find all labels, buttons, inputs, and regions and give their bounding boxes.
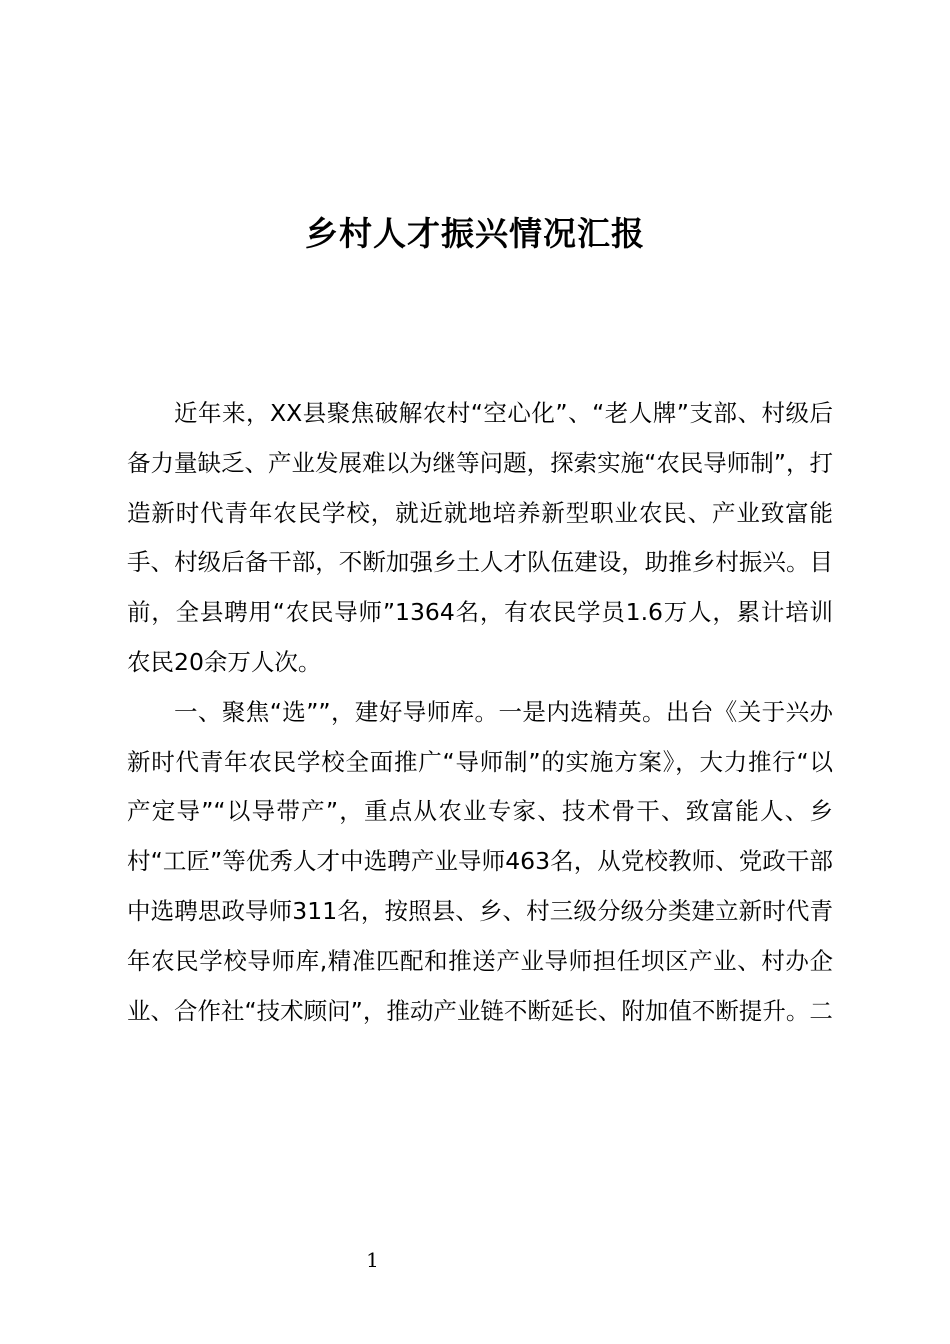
- document-body: [127, 389, 833, 1036]
- paragraph-section-one: 一、聚焦“选””，建好导师库。一是内选精英。出台《关于兴办新时代青年农民学校全面推广“导师制”的实施方案》，大力推行“以产定导”“以导带产”，重点从农业专家、技术骨干、致富能人、乡村“工匠”等优秀人才中选聘产业导师463名，从党校教师、党政干部中选聘思政导师311名，按照县、乡、村三级分级分类建立新时代青年农民学校导师库,精准匹配和推送产业导师担任坝区产业、村办企业、合作社“技术顾问”，推动产业链不断延长、附加值不断提升。二: [127, 697, 833, 1025]
- document-title: 乡村人才振兴情况汇报: [305, 214, 645, 253]
- paragraph-intro: 近年来，XX县聚焦破解农村“空心化”、“老人牌”支部、村级后备力量缺乏、产业发展难以为继等问题，探索实施“农民导师制”，打造新时代青年农民学校，就近就地培养新型职业农民、产业致富能手、村级后备干部，不断加强乡土人才队伍建设，助推乡村振兴。目前，全县聘用“农民导师”1364名，有农民学员1.6万人，累计培训农民20余万人次。: [127, 399, 833, 676]
- page-number: 1: [366, 1248, 379, 1272]
